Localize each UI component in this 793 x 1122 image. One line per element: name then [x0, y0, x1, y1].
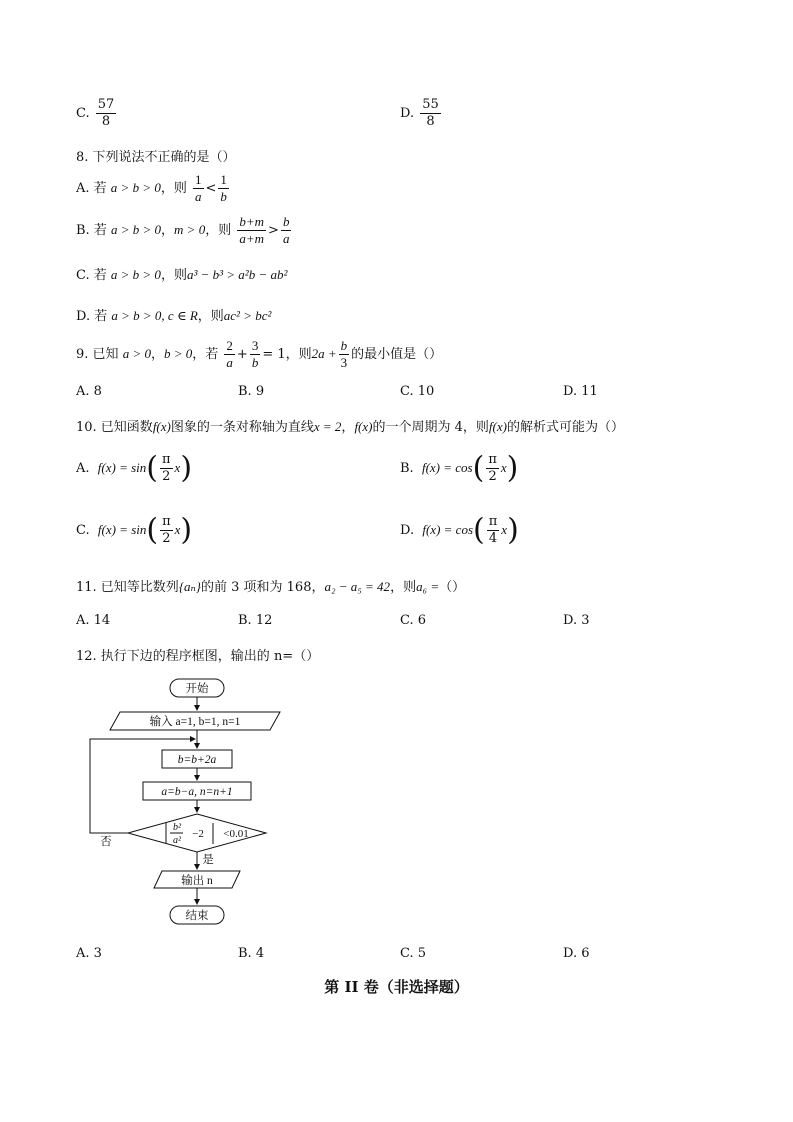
fraction: $\frac{b}{a}$ [282, 214, 290, 246]
q8-option-a: A. 若 a > b > 0，则 $\frac{1}{a}$ < $\frac{1}{b}$ [76, 172, 227, 204]
q8-option-b: B. 若 a > b > 0，m > 0，则 $\frac{b+m}{a+m}$ > $\frac{b}{a}$ [76, 214, 290, 246]
q10-option-b: B. f(x) = cos( $\frac{\pi}{2}$ x) [400, 450, 519, 486]
flow-step1: b=b+2a [177, 754, 217, 766]
fraction: $\frac{\pi}{2}$ [162, 452, 171, 484]
q9-stem: 9. 已知 a > 0，b > 0，若 $\frac{2}{a}$ + $\frac{3}{b}$ = 1，则2a + $\frac{b}{3}$ 的最小值是（） [76, 338, 443, 370]
q12-option-d: D. 6 [563, 946, 590, 961]
q7-option-d [400, 97, 443, 130]
q8-option-d: D. 若 a > b > 0, c ∈ R，则ac² > bc² [76, 308, 272, 324]
flow-input: 输入 a=1, b=1, n=1 [149, 716, 241, 728]
flow-end: 结束 [185, 910, 209, 922]
fraction: $\frac{1}{a}$ [195, 172, 202, 204]
option-label: C. [76, 106, 90, 121]
fraction: $\frac{\pi}{2}$ [162, 514, 171, 546]
q11-option-a: A. 14 [76, 613, 111, 628]
q12-option-b: B. 4 [238, 946, 265, 961]
fraction: $\frac{\pi}{2}$ [488, 452, 497, 484]
flowchart [80, 672, 295, 934]
flow-start: 开始 [185, 683, 209, 695]
flow-cond-cmp: <0.01 [223, 828, 249, 840]
q11-stem: 11. 已知等比数列{aₙ}的前 3 项和为 168，a₂ − a₅ = 42，则a₆ =（） [76, 579, 466, 595]
flow-cond-rest: −2 [192, 828, 204, 840]
q12-option-c: C. 5 [400, 946, 427, 961]
q12-option-a: A. 3 [76, 946, 102, 961]
fraction: $\frac{\pi}{4}$ [488, 514, 498, 546]
flow-cond-den: a² [173, 835, 181, 846]
q10-option-d: D. f(x) = cos( $\frac{\pi}{4}$ x) [400, 512, 519, 548]
option-label: D. [400, 106, 415, 121]
q9-option-a: A. 8 [76, 384, 102, 399]
q11-option-d: D. 3 [563, 613, 590, 628]
q11-option-c: C. 6 [400, 613, 427, 628]
q8-option-c: C. 若 a > b > 0，则a³ − b³ > a²b − ab² [76, 267, 288, 283]
fraction: $\frac{57}{8}$ [97, 97, 115, 129]
q9-option-c: C. 10 [400, 384, 435, 399]
q10-option-a: A. f(x) = sin( $\frac{\pi}{2}$ x) [76, 450, 193, 486]
flow-step2: a=b−a, n=n+1 [161, 786, 233, 798]
q9-option-b: B. 9 [238, 384, 265, 399]
fraction: $\frac{55}{8}$ [422, 97, 439, 129]
section-heading: 第 II 卷（非选择题） [324, 978, 469, 996]
fraction: $\frac{b}{3}$ [340, 338, 348, 370]
fraction: $\frac{1}{b}$ [220, 172, 227, 204]
q7-option-c [76, 97, 118, 130]
flow-output: 输出 n [181, 875, 213, 887]
q9-option-d: D. 11 [563, 384, 598, 399]
flow-yes-label: 是 [202, 854, 214, 866]
fraction: $\frac{2}{a}$ [226, 338, 233, 370]
q10-option-c: C. f(x) = sin( $\frac{\pi}{2}$ x) [76, 512, 193, 548]
fraction: $\frac{3}{b}$ [251, 338, 259, 370]
q12-stem: 12. 执行下边的程序框图，输出的 n=（） [76, 649, 320, 664]
fraction: $\frac{b+m}{a+m}$ [239, 214, 265, 246]
q8-stem: 8. 下列说法不正确的是（） [76, 150, 236, 165]
flow-cond-num: b² [173, 822, 181, 833]
flow-no-label: 否 [100, 836, 112, 848]
q11-option-b: B. 12 [238, 613, 273, 628]
q10-stem: 10. 已知函数f(x)图象的一条对称轴为直线x = 2，f(x)的一个周期为 4，则f(x)的解析式可能为（） [76, 419, 624, 435]
